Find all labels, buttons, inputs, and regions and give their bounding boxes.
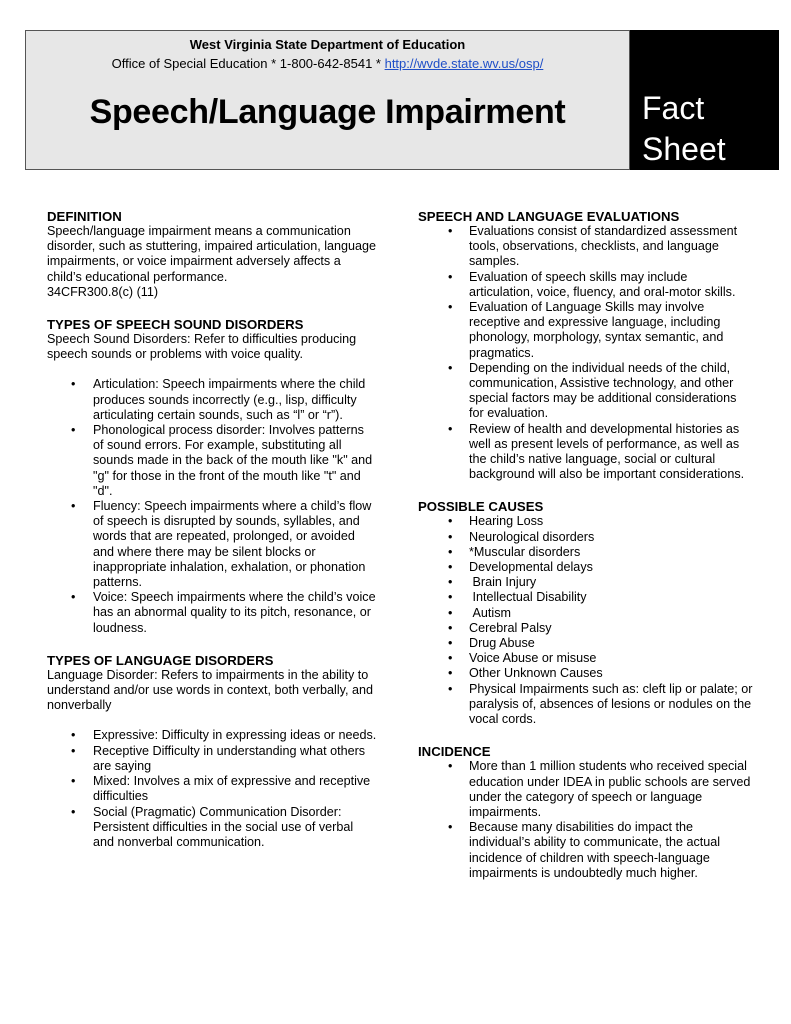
list-item: • Receptive Difficulty in understanding what others are saying xyxy=(47,744,377,774)
fact-sheet-badge xyxy=(630,30,779,170)
agency-name: West Virginia State Department of Education xyxy=(189,37,466,52)
evaluations-list xyxy=(418,224,753,482)
list-item: • Autism xyxy=(418,606,753,621)
list-item: • Evaluation of speech skills may include articulation, voice, fluency, and oral-motor skills. xyxy=(418,270,753,300)
list-item: • Fluency: Speech impairments where a child’s flow of speech is disrupted by sounds, syllables, and words that are repeated, prolonged, or avoided and where there may be silent blocks or inappropriate inhalation, exhalation, or phonation patterns. xyxy=(47,499,377,590)
causes-heading: POSSIBLE CAUSES xyxy=(418,499,544,515)
language-disorders-intro: Language Disorder: Refers to impairments in the ability to understand and/or use words in context, both verbally, and nonverbally xyxy=(47,667,374,713)
page-title: Speech/Language Impairment xyxy=(89,93,566,131)
contact-line xyxy=(26,56,629,71)
left-column xyxy=(47,209,377,850)
badge-line-2: Sheet xyxy=(642,131,726,167)
list-item: • Brain Injury xyxy=(418,575,753,590)
incidence-list xyxy=(418,759,753,881)
right-column xyxy=(418,209,753,881)
incidence-heading: INCIDENCE xyxy=(418,744,491,760)
definition-citation: 34CFR300.8(c) (11) xyxy=(47,284,159,299)
language-disorders-heading: TYPES OF LANGUAGE DISORDERS xyxy=(47,652,274,668)
list-item: • Evaluations consist of standardized assessment tools, observations, checklists, and language samples. xyxy=(418,224,753,270)
speech-sound-intro: Speech Sound Disorders: Refer to difficulties producing speech sounds or problems with voice quality. xyxy=(47,332,357,362)
list-item: • Cerebral Palsy xyxy=(418,621,753,636)
list-item: • Drug Abuse xyxy=(418,636,753,651)
list-item: • *Muscular disorders xyxy=(418,545,753,560)
list-item: • Expressive: Difficulty in expressing ideas or needs. xyxy=(47,728,377,743)
language-disorders-list xyxy=(47,728,377,850)
list-item: • Evaluation of Language Skills may involve receptive and expressive language, including phonology, morphology, syntax semantic, and pragmatics. xyxy=(418,300,753,361)
definition-heading: DEFINITION xyxy=(47,209,122,224)
list-item: • Other Unknown Causes xyxy=(418,666,753,681)
list-item: • Intellectual Disability xyxy=(418,590,753,605)
list-item: • Voice Abuse or misuse xyxy=(418,651,753,666)
list-item: • Hearing Loss xyxy=(418,514,753,529)
list-item: • Voice: Speech impairments where the child’s voice has an abnormal quality to its pitch, resonance, or loudness. xyxy=(47,590,377,636)
evaluations-heading: SPEECH AND LANGUAGE EVALUATIONS xyxy=(418,209,680,224)
header-banner xyxy=(25,30,630,170)
speech-sound-list xyxy=(47,377,377,635)
list-item: • Neurological disorders xyxy=(418,530,753,545)
list-item: • More than 1 million students who received special education under IDEA in public schools are served under the category of speech or language impairments. xyxy=(418,759,753,820)
list-item: • Social (Pragmatic) Communication Disorder: Persistent difficulties in the social use of verbal and nonverbal communication. xyxy=(47,805,377,851)
list-item: • Developmental delays xyxy=(418,560,753,575)
definition-text: Speech/language impairment means a communication disorder, such as stuttering, impaired articulation, language impairments, or voice impairment adversely affects a child’s educational performance. xyxy=(47,224,377,284)
badge-line-1: Fact xyxy=(642,90,705,126)
speech-sound-heading: TYPES OF SPEECH SOUND DISORDERS xyxy=(47,317,304,333)
list-item: • Mixed: Involves a mix of expressive and receptive difficulties xyxy=(47,774,377,804)
list-item: • Physical Impairments such as: cleft lip or palate; or paralysis of, absences of lesions or nodules on the vocal cords. xyxy=(418,682,753,728)
list-item: • Because many disabilities do impact the individual’s ability to communicate, the actual incidence of children with speech-language impairments is undoubtedly much higher. xyxy=(418,820,753,881)
causes-list xyxy=(418,514,753,727)
list-item: • Phonological process disorder: Involves patterns of sound errors. For example, substituting all sounds made in the back of the mouth like "k" and "g" for those in the front of the mouth like "t" and "d". xyxy=(47,423,377,499)
osp-website-link[interactable]: http://wvde.state.wv.us/osp/ xyxy=(384,56,544,71)
list-item: • Review of health and developmental histories as well as present levels of performance, as well as the child’s native language, social or cultural background will also be important considerations. xyxy=(418,422,753,483)
list-item: • Articulation: Speech impairments where the child produces sounds incorrectly (e.g., lisp, difficulty articulating certain sounds, such as “l” or “r”). xyxy=(47,377,377,423)
list-item: • Depending on the individual needs of the child, communication, Assistive technology, and other special factors may be additional considerations for evaluation. xyxy=(418,361,753,422)
contact-text: Office of Special Education * 1-800-642-8541 * xyxy=(111,56,385,71)
